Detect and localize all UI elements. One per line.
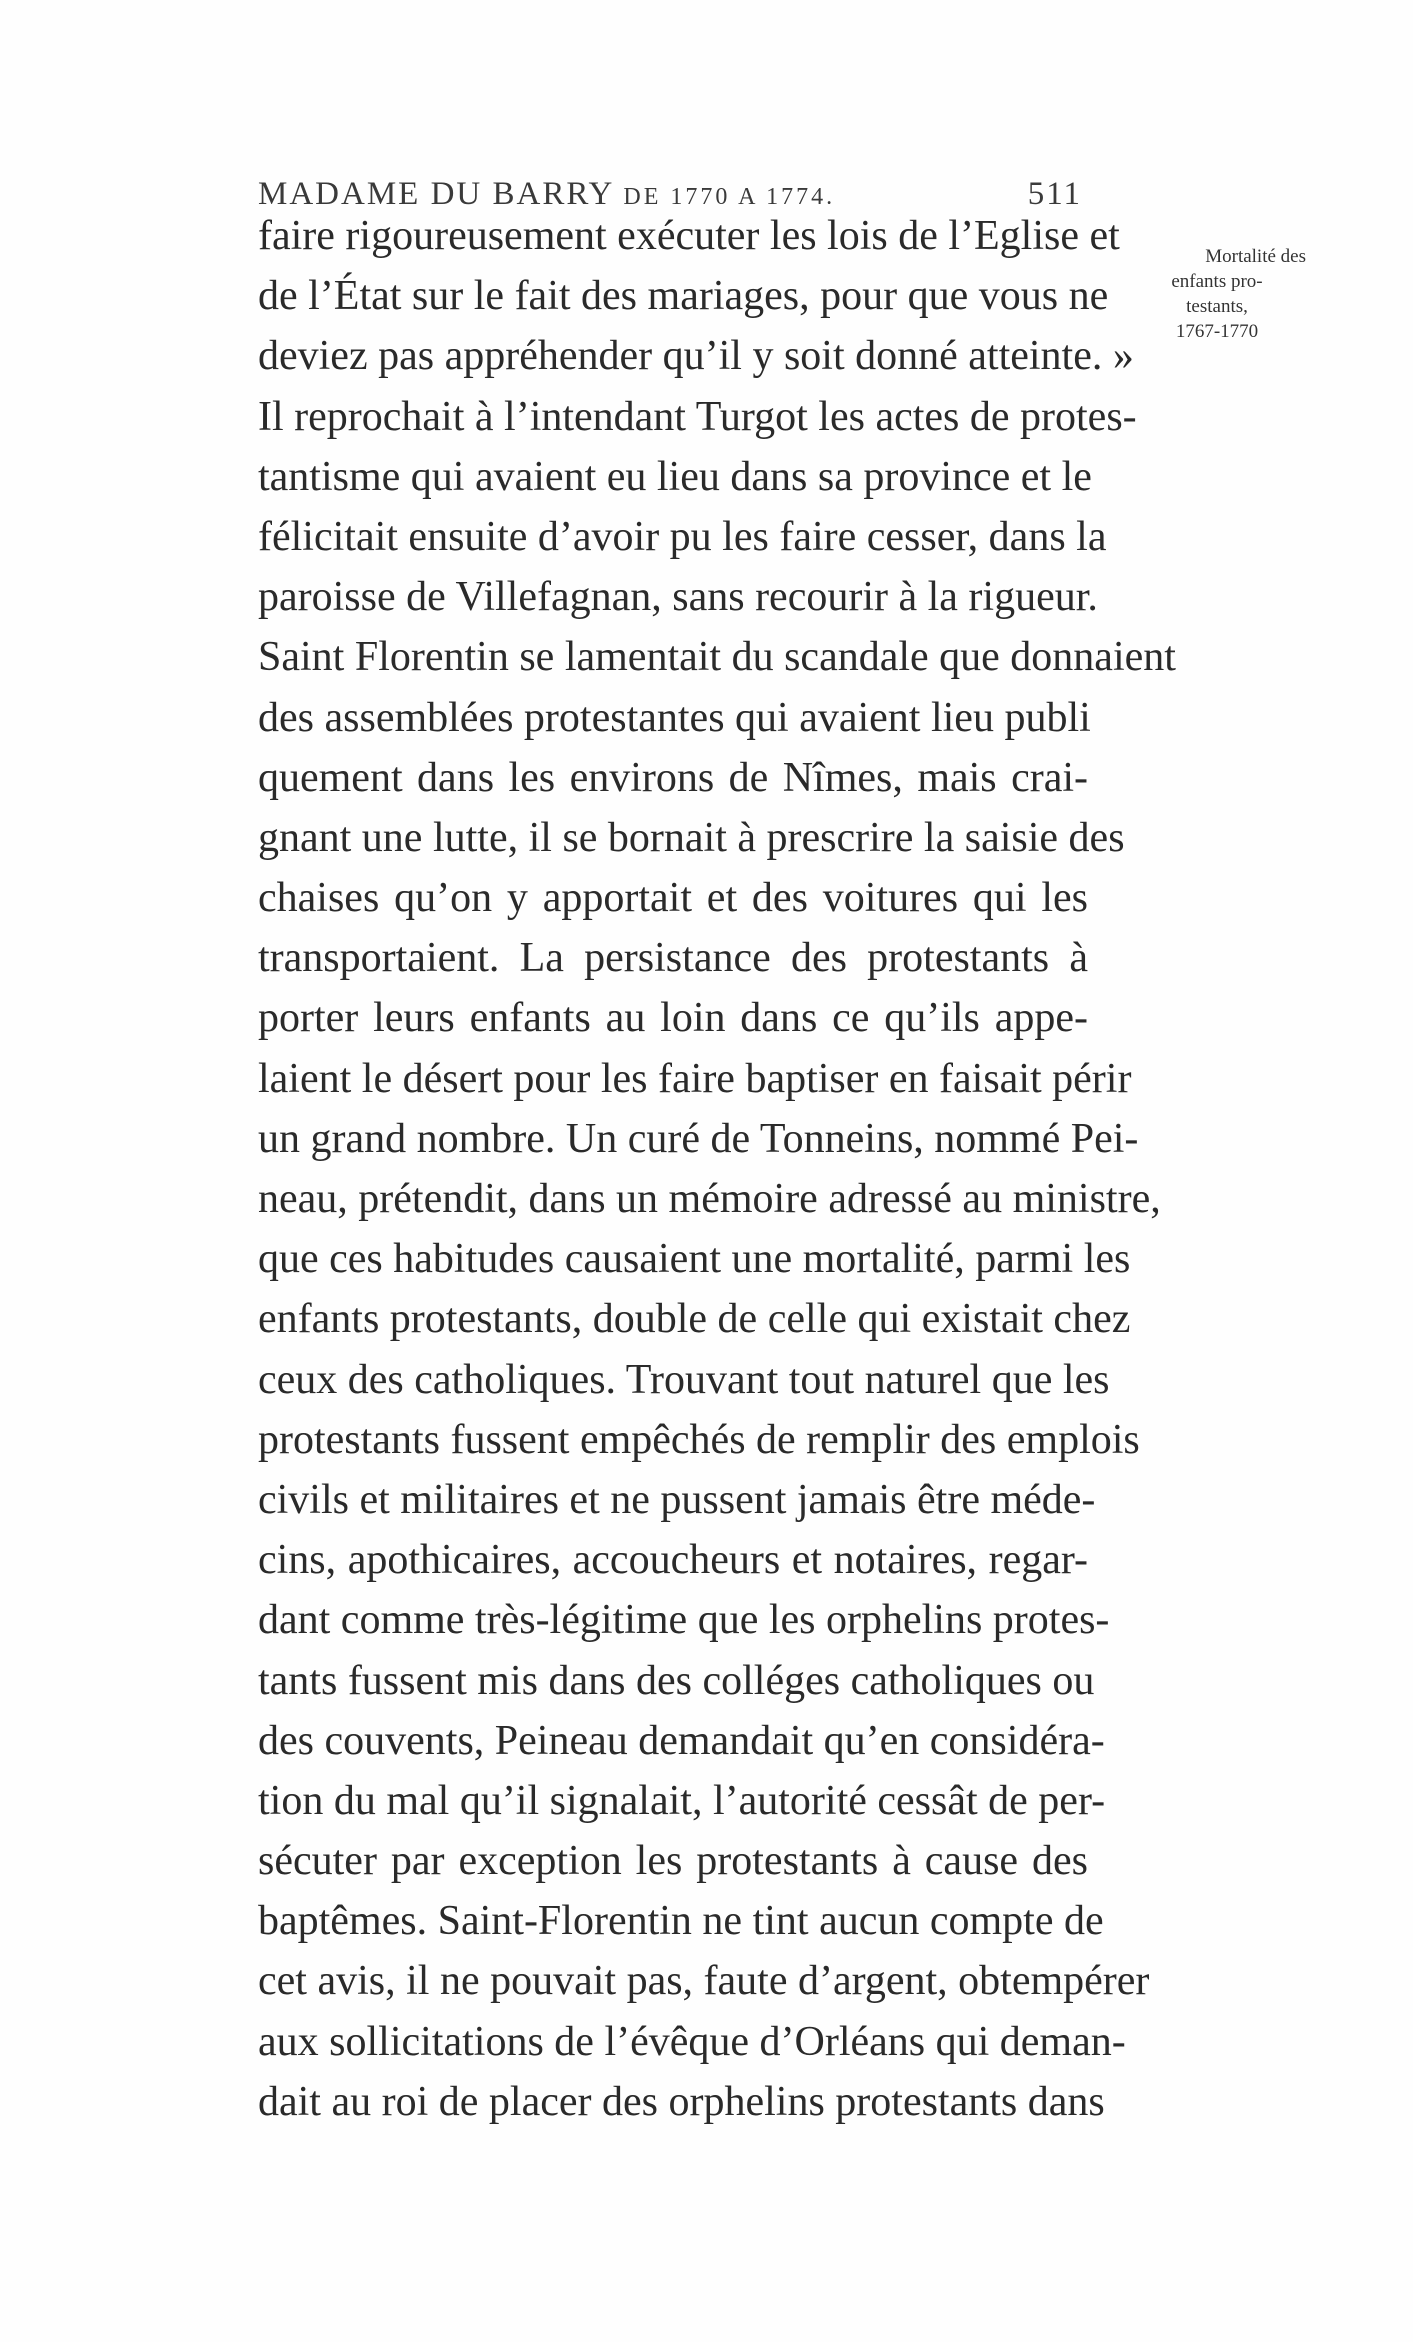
running-title-main: MADAME DU BARRY xyxy=(258,176,614,212)
text-line: tants fussent mis dans des colléges catholiques ou xyxy=(258,1657,1095,1704)
text-line: neau, prétendit, dans un mémoire adressé au ministre, xyxy=(258,1176,1161,1222)
text-line: protestants fussent empêchés de remplir des emplois xyxy=(258,1416,1140,1463)
text-line: civils et militaires et ne pussent jamais être méde- xyxy=(258,1476,1096,1523)
text-line: baptêmes. Saint-Florentin ne tint aucun compte de xyxy=(258,1898,1104,1945)
text-line: enfants protestants, double de celle qui existait chez xyxy=(258,1296,1131,1343)
text-line: porter leurs enfants au loin dans ce qu’ils appe- xyxy=(258,995,1088,1042)
text-line: gnant une lutte, il se bornait à prescrire la saisie des xyxy=(258,814,1125,861)
text-line: des couvents, Peineau demandait qu’en considéra- xyxy=(258,1717,1105,1764)
text-line: Saint Florentin se lamentait du scandale que donnaient xyxy=(258,634,1176,681)
text-line: faire rigoureusement exécuter les lois de l’Eglise et xyxy=(258,213,1120,259)
text-line: dait au roi de placer des orphelins protestants dans xyxy=(258,2078,1105,2125)
running-title-dates: DE 1770 A 1774. xyxy=(623,184,836,210)
text-line: deviez pas appréhender qu’il y soit donné atteinte. » xyxy=(258,333,1134,380)
text-line: tantisme qui avaient eu lieu dans sa province et le xyxy=(258,453,1092,500)
text-line: des assemblées protestantes qui avaient lieu publi xyxy=(258,694,1091,741)
margin-note-line: 1767-1770 xyxy=(1175,321,1259,342)
text-line: cet avis, il ne pouvait pas, faute d’argent, obtempérer xyxy=(258,1958,1150,2005)
text-line: un grand nombre. Un curé de Tonneins, nommé Pei- xyxy=(258,1115,1139,1162)
text-line: tion du mal qu’il signalait, l’autorité cessât de per- xyxy=(258,1777,1106,1824)
text-line: paroisse de Villefagnan, sans recourir à la rigueur. xyxy=(258,574,1098,621)
margin-note-line: testants, xyxy=(1186,296,1248,317)
page-number: 511 xyxy=(1027,176,1082,212)
text-line: félicitait ensuite d’avoir pu les faire cesser, dans la xyxy=(258,513,1107,560)
text-line: transportaient. La persistance des protestants à xyxy=(258,935,1088,982)
body-text xyxy=(258,206,1176,2132)
text-line: que ces habitudes causaient une mortalité, parmi les xyxy=(258,1236,1131,1283)
text-line: ceux des catholiques. Trouvant tout naturel que les xyxy=(258,1356,1110,1403)
text-line: sécuter par exception les protestants à cause des xyxy=(258,1838,1088,1885)
text-line: aux sollicitations de l’évêque d’Orléans qui deman- xyxy=(258,2018,1126,2065)
text-line: laient le désert pour les faire baptiser en faisait périr xyxy=(258,1055,1132,1102)
margin-note-line: Mortalité des xyxy=(1205,246,1306,267)
text-line: de l’État sur le fait des mariages, pour que vous ne xyxy=(258,273,1109,320)
text-line: dant comme très-légitime que les orphelins protes- xyxy=(258,1597,1110,1644)
text-line: quement dans les environs de Nîmes, mais crai- xyxy=(258,754,1088,801)
margin-note-line: enfants pro- xyxy=(1171,271,1263,292)
text-line: Il reprochait à l’intendant Turgot les actes de protes- xyxy=(258,393,1137,440)
margin-note xyxy=(1128,244,1306,344)
text-line: cins, apothicaires, accoucheurs et notaires, regar- xyxy=(258,1537,1088,1584)
text-line: chaises qu’on y apportait et des voitures qui les xyxy=(258,875,1088,922)
